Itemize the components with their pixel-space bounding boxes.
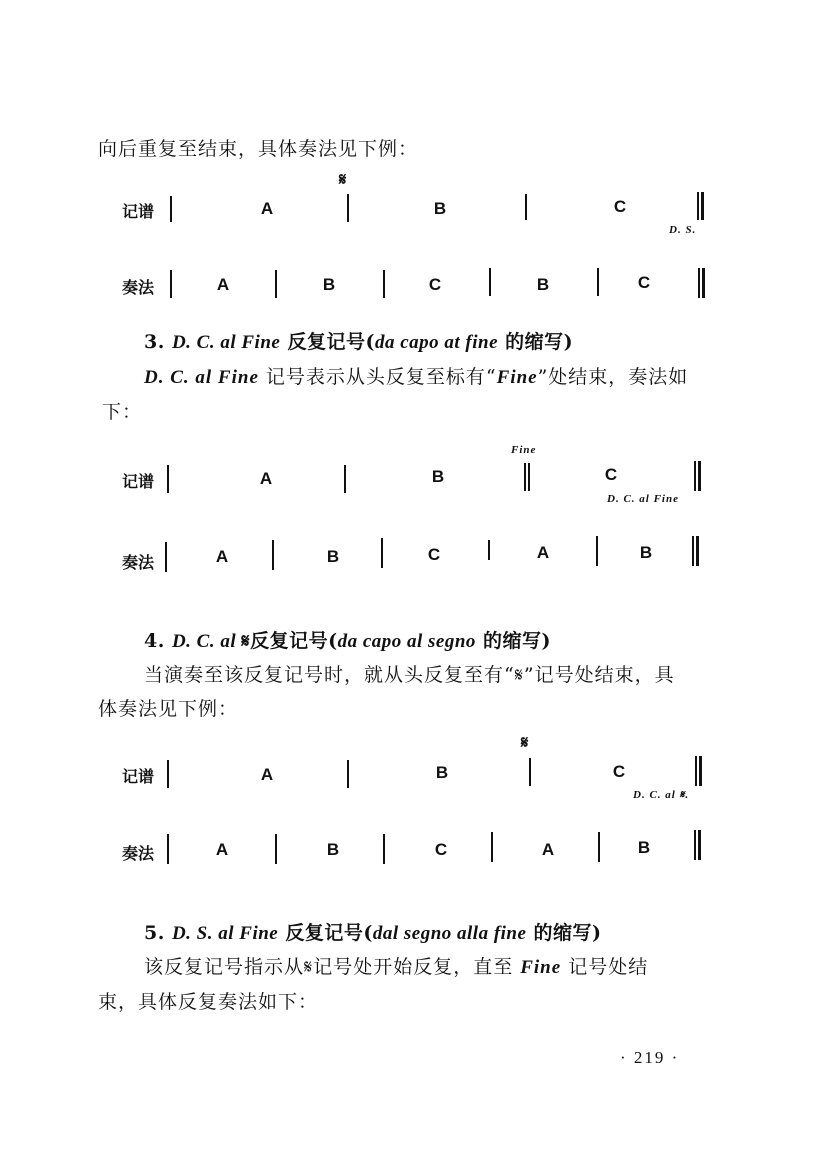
barline <box>167 465 169 493</box>
performance-letter: B <box>326 840 340 859</box>
performance-letter: C <box>637 273 651 292</box>
barline <box>525 194 527 220</box>
performance-letter: A <box>536 543 550 562</box>
barline <box>597 268 599 296</box>
measure-letter: C <box>604 465 618 484</box>
final-barline-thin <box>697 192 699 220</box>
performance-letter: B <box>639 543 653 562</box>
barline <box>167 834 169 864</box>
performance-letter: C <box>427 545 441 564</box>
section-5-body-line2: 束，具体反复奏法如下： <box>98 991 319 1013</box>
barline <box>596 536 598 566</box>
segno-sign: 𝄋 <box>339 170 347 190</box>
final-barline-thick <box>699 756 702 786</box>
final-barline-thick <box>702 268 705 298</box>
final-barline-thin <box>698 268 700 298</box>
performance-letter: A <box>541 840 555 859</box>
section-5-heading: 5. D. S. al Fine 反复记号(dal segno alla fine 的缩写) <box>144 922 602 944</box>
performance-label: 奏法 <box>122 553 155 572</box>
notation-label: 记谱 <box>122 767 155 786</box>
barline <box>383 270 385 298</box>
barline <box>272 540 274 570</box>
final-barline-thick <box>698 830 701 860</box>
section-5-body-line1: 该反复记号指示从𝄋记号处开始反复，直至 Fine 记号处结 <box>144 956 649 978</box>
section-4-body-line1: 当演奏至该反复记号时，就从头反复至有“𝄋”记号处结束，具 <box>144 664 675 686</box>
final-barline-thin <box>695 756 697 786</box>
segno-sign: 𝄋 <box>521 733 529 753</box>
barline <box>275 270 277 298</box>
performance-letter: A <box>215 840 229 859</box>
measure-letter: B <box>431 467 445 486</box>
section-3-heading: 3. D. C. al Fine 反复记号(da capo at fine 的缩写) <box>144 331 574 353</box>
barline <box>347 760 349 788</box>
barline <box>489 268 491 296</box>
page-number: · 219 · <box>620 1048 680 1067</box>
barline <box>170 270 172 298</box>
performance-letter: B <box>322 275 336 294</box>
section-3-body-line1: D. C. al Fine 记号表示从头反复至标有“Fine”处结束，奏法如 <box>144 366 689 388</box>
performance-letter: C <box>434 840 448 859</box>
barline <box>381 538 383 568</box>
barline <box>344 465 346 493</box>
final-barline-thick <box>701 192 704 220</box>
section-4-heading: 4. D. C. al 𝄋反复记号(da capo al segno 的缩写) <box>144 630 552 652</box>
performance-letter: A <box>215 547 229 566</box>
final-barline-thin <box>694 830 696 860</box>
segno-inline-icon: 𝄋 <box>304 956 314 978</box>
fine-double-barline <box>524 463 526 491</box>
barline <box>383 834 385 864</box>
measure-letter: B <box>435 763 449 782</box>
final-barline-thick <box>696 536 699 566</box>
final-barline-thin <box>694 461 696 491</box>
barline <box>165 542 167 572</box>
measure-letter: A <box>259 469 273 488</box>
barline <box>167 760 169 788</box>
performance-label: 奏法 <box>122 844 155 863</box>
performance-letter: C <box>428 275 442 294</box>
performance-letter: B <box>536 275 550 294</box>
barline <box>529 758 531 786</box>
ds-mark: D. S. <box>669 224 697 236</box>
intro-line: 向后重复至结束，具体奏法见下例： <box>98 138 419 160</box>
dc-al-fine-mark: D. C. al Fine <box>607 493 679 505</box>
performance-letter: A <box>216 275 230 294</box>
fine-double-barline <box>528 463 530 491</box>
notation-label: 记谱 <box>122 472 155 491</box>
measure-letter: B <box>433 199 447 218</box>
performance-letter: B <box>326 547 340 566</box>
performance-label: 奏法 <box>122 278 155 297</box>
measure-letter: A <box>260 199 274 218</box>
barline <box>275 834 277 864</box>
barline <box>170 196 172 222</box>
segno-inline-icon: 𝄋 <box>514 664 524 686</box>
dc-al-segno-mark: D. C. al 𝄋. <box>633 789 690 801</box>
section-4-body-line2: 体奏法见下例： <box>98 698 239 720</box>
barline <box>488 540 490 560</box>
measure-letter: C <box>612 762 626 781</box>
barline <box>347 194 349 222</box>
final-barline-thick <box>698 461 701 491</box>
barline <box>491 832 493 862</box>
performance-letter: B <box>637 838 651 857</box>
notation-label: 记谱 <box>122 202 155 221</box>
section-3-body-line2: 下： <box>102 401 143 423</box>
measure-letter: C <box>613 197 627 216</box>
segno-inline-icon: 𝄋 <box>241 630 251 652</box>
measure-letter: A <box>260 765 274 784</box>
fine-mark: Fine <box>511 444 537 456</box>
barline <box>598 832 600 862</box>
final-barline-thin <box>692 536 694 566</box>
